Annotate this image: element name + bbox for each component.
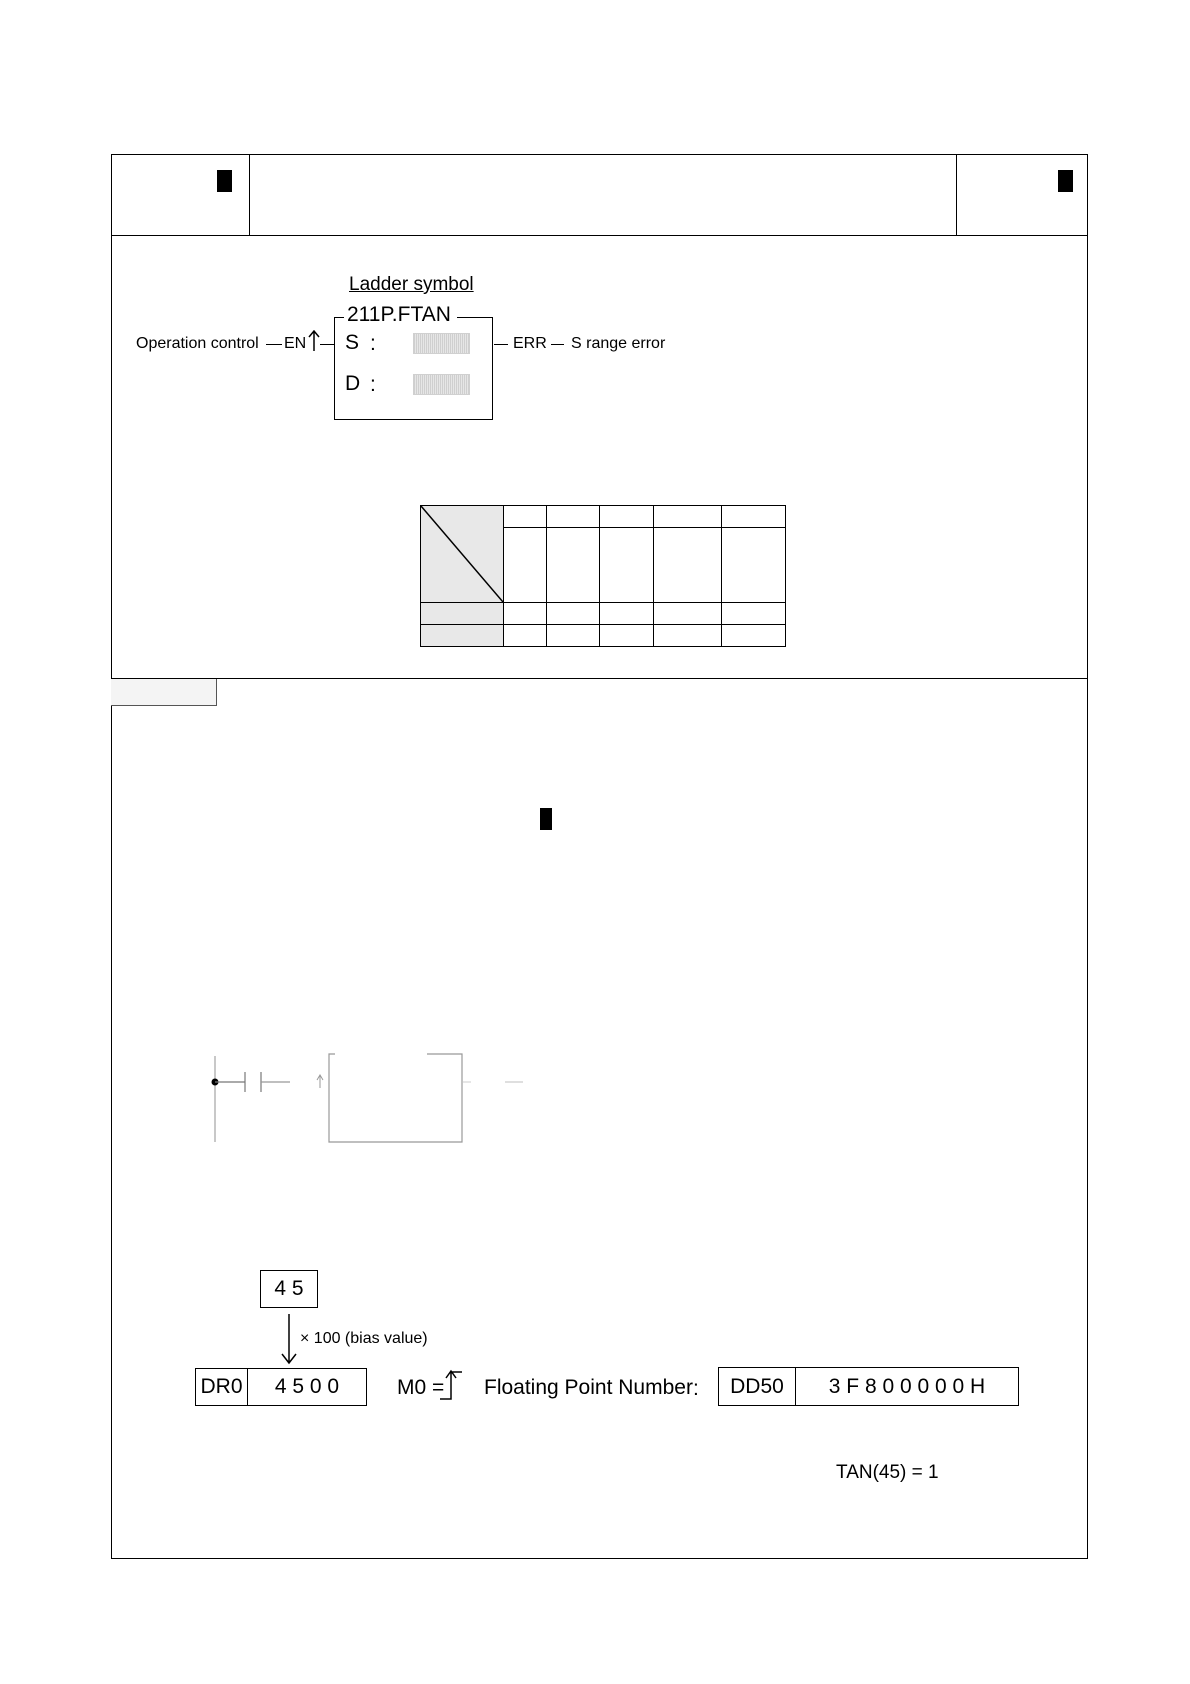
table-subheader-cell bbox=[653, 528, 722, 603]
s-colon: : bbox=[370, 332, 376, 355]
s-label: S bbox=[345, 331, 360, 354]
section-tab bbox=[111, 679, 217, 706]
operand-table bbox=[420, 505, 786, 647]
input-value-box bbox=[260, 1270, 318, 1308]
rising-edge-pulse-icon bbox=[438, 1369, 468, 1403]
header-bottom-rule bbox=[111, 235, 1088, 236]
function-block-top-left bbox=[334, 317, 344, 318]
operation-control-label: Operation control bbox=[136, 335, 259, 352]
dest-value-box bbox=[795, 1367, 1019, 1406]
source-register: DR0 bbox=[200, 1375, 243, 1398]
function-name: 211P.FTAN bbox=[347, 303, 451, 326]
ladder-heading: Ladder symbol bbox=[349, 274, 474, 295]
err-lead-line bbox=[494, 344, 508, 345]
table-header-cell bbox=[653, 506, 722, 528]
result-colon: : bbox=[693, 1377, 699, 1400]
table-header-cell bbox=[722, 506, 786, 528]
section-divider bbox=[111, 678, 1088, 679]
table-row-label bbox=[421, 625, 504, 647]
table-corner-cell bbox=[421, 506, 504, 603]
d-label: D bbox=[345, 372, 361, 395]
en-label: EN bbox=[284, 335, 307, 352]
header-left-divider bbox=[249, 154, 250, 236]
header-right-divider bbox=[956, 154, 957, 236]
header-left-marker bbox=[217, 170, 232, 192]
table-header-cell bbox=[504, 506, 547, 528]
en-lead-line bbox=[266, 344, 282, 345]
dest-value: 3 F 8 0 0 0 0 0 H bbox=[828, 1374, 986, 1398]
body-marker bbox=[540, 808, 552, 830]
source-value: 4 5 0 0 bbox=[274, 1375, 340, 1398]
table-header-cell bbox=[600, 506, 654, 528]
en-connect-line bbox=[320, 344, 334, 345]
page-frame bbox=[111, 154, 1088, 1559]
header-right-marker bbox=[1058, 170, 1073, 192]
d-operand-field bbox=[413, 374, 470, 395]
source-value-box bbox=[247, 1368, 367, 1406]
table-subheader-cell bbox=[546, 528, 600, 603]
dest-register-box bbox=[718, 1367, 796, 1406]
down-arrow-icon bbox=[279, 1313, 299, 1365]
function-block-top-right bbox=[457, 317, 493, 318]
trigger-label: M0 = bbox=[397, 1376, 445, 1399]
input-value: 4 5 bbox=[274, 1277, 304, 1300]
table-row bbox=[421, 625, 786, 647]
result-label: Floating Point Number bbox=[484, 1376, 693, 1399]
table-row bbox=[421, 603, 786, 625]
bias-note: × 100 (bias value) bbox=[300, 1330, 428, 1347]
tan-formula: TAN(45) = 1 bbox=[836, 1462, 939, 1483]
err-label: ERR bbox=[513, 335, 547, 352]
table-subheader-cell bbox=[600, 528, 654, 603]
table-subheader-cell bbox=[722, 528, 786, 603]
source-register-box bbox=[195, 1368, 248, 1406]
rising-edge-icon bbox=[307, 330, 321, 352]
table-row-label bbox=[421, 603, 504, 625]
table-header-cell bbox=[546, 506, 600, 528]
dest-register: DD50 bbox=[730, 1374, 784, 1398]
table-subheader-cell bbox=[504, 528, 547, 603]
err-dash bbox=[551, 344, 564, 345]
s-operand-field bbox=[413, 333, 470, 354]
d-colon: : bbox=[370, 373, 376, 396]
ladder-program-sketch bbox=[205, 1050, 525, 1160]
err-description: S range error bbox=[571, 335, 666, 352]
